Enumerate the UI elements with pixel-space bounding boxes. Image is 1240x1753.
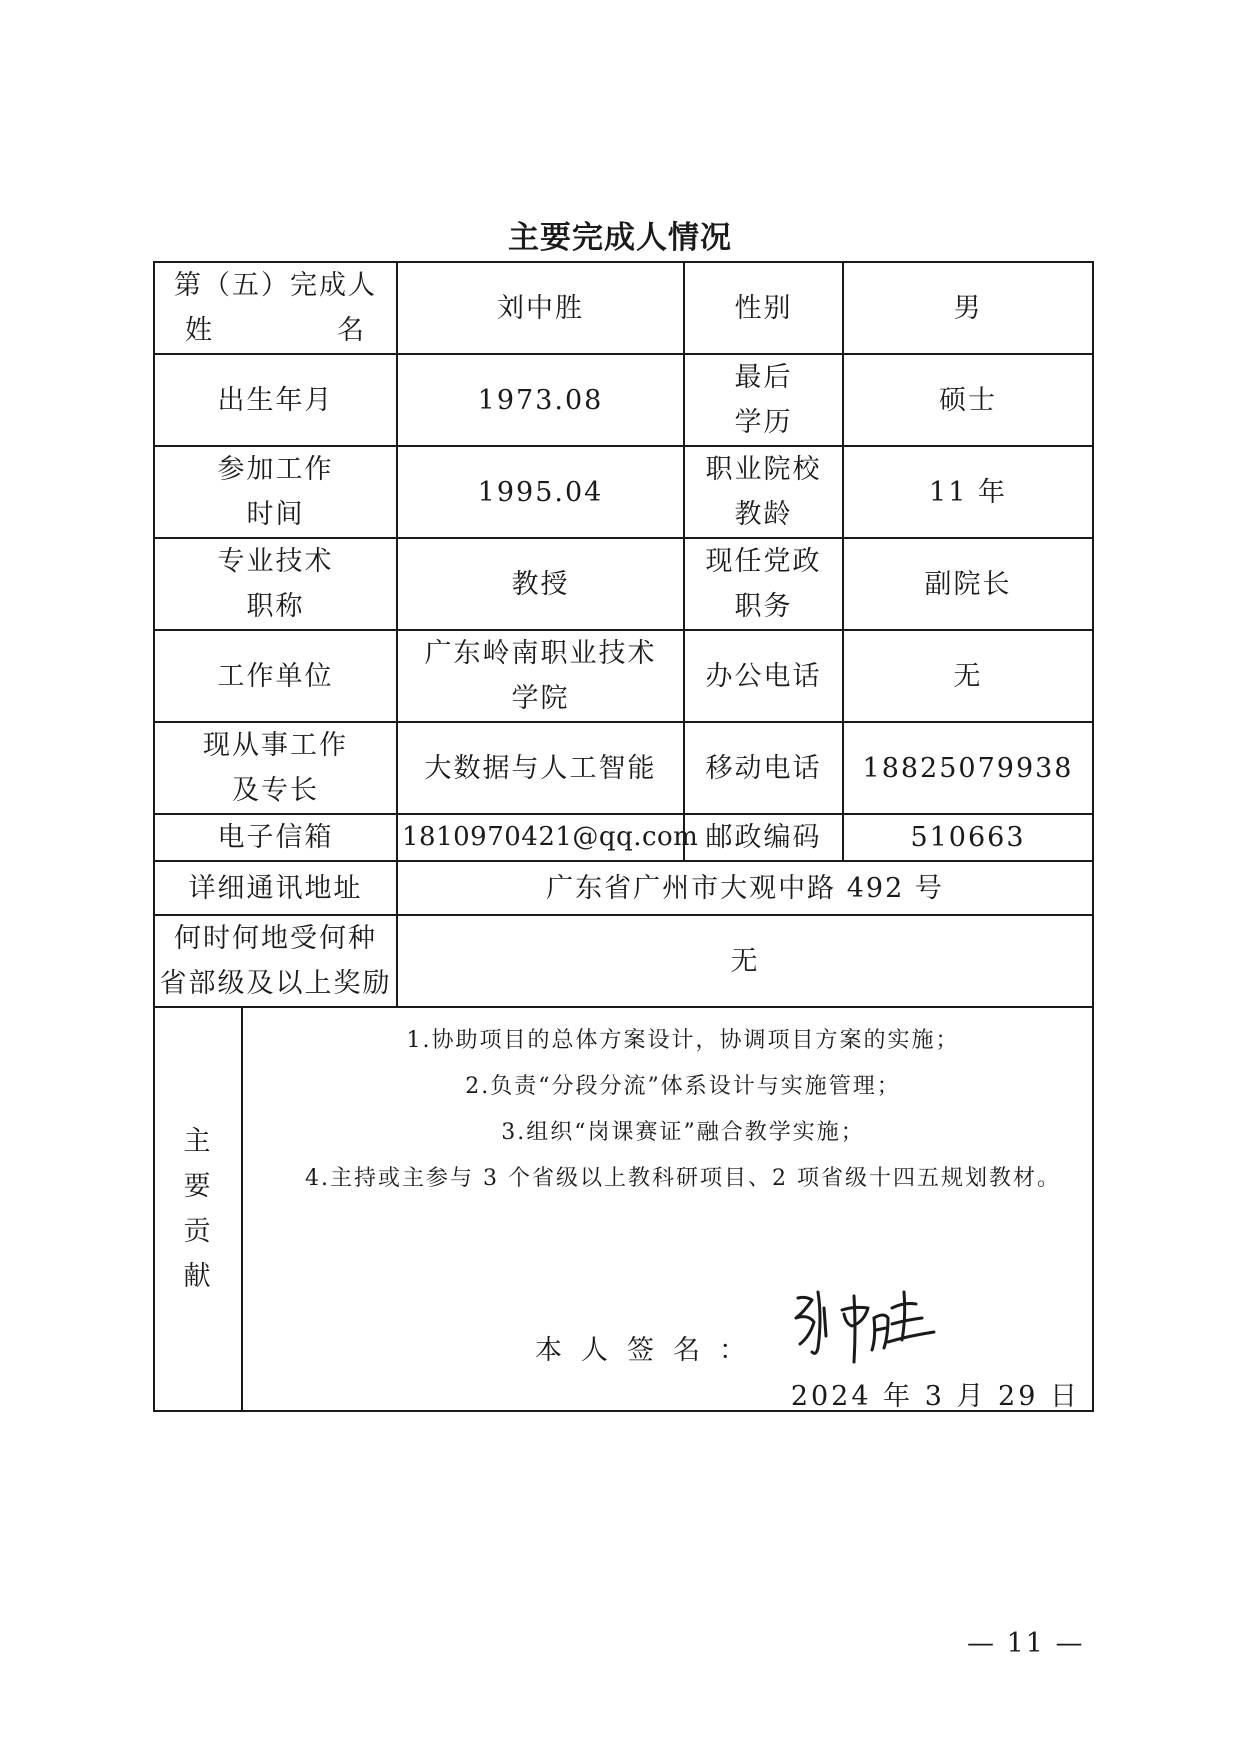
pro-title-value: 教授 (397, 538, 684, 630)
address-label: 详细通讯地址 (154, 861, 397, 915)
postcode-value: 510663 (843, 814, 1093, 861)
name-label-cell (154, 262, 397, 354)
unit-label: 工作单位 (154, 630, 397, 722)
pro-title-label: 专业技术 职称 (154, 538, 397, 630)
position-label: 现任党政 职务 (684, 538, 843, 630)
office-phone-label: 办公电话 (684, 630, 843, 722)
table-row (154, 814, 1093, 861)
name-label-b: 名 (337, 315, 366, 346)
table-row (154, 262, 1093, 354)
page-title: 主要完成人情况 (508, 220, 732, 256)
completer-info-table (153, 261, 1094, 1412)
mobile-value: 18825079938 (843, 722, 1093, 814)
edu-label: 最后 学历 (684, 354, 843, 446)
table-row (154, 1007, 1093, 1411)
mobile-label: 移动电话 (684, 722, 843, 814)
signature-date: 2024 年 3 月 29 日 (790, 1381, 1080, 1412)
birth-label: 出生年月 (154, 354, 397, 446)
unit-value: 广东岭南职业技术 学院 (397, 630, 684, 722)
edu-value: 硕士 (843, 354, 1093, 446)
table-row (154, 538, 1093, 630)
table-row (154, 446, 1093, 538)
work-start-value: 1995.04 (397, 446, 684, 538)
table-row (154, 354, 1093, 446)
table-row (154, 915, 1093, 1007)
page-number: — 11 — (967, 1628, 1085, 1659)
email-label: 电子信箱 (154, 814, 397, 861)
table-row (154, 630, 1093, 722)
gender-label: 性别 (684, 262, 843, 354)
name-value: 刘中胜 (397, 262, 684, 354)
specialty-value: 大数据与人工智能 (397, 722, 684, 814)
teach-years-value: 11 年 (843, 446, 1093, 538)
specialty-label: 现从事工作 及专长 (154, 722, 397, 814)
awards-label: 何时何地受何种 省部级及以上奖励 (154, 915, 397, 1007)
contribution-label: 主 要 贡 献 (154, 1007, 242, 1411)
table-row (154, 861, 1093, 915)
postcode-label: 邮政编码 (684, 814, 843, 861)
contribution-list (305, 1018, 1061, 1202)
list-item: 2.负责“分段分流”体系设计与实施管理； (465, 1074, 901, 1099)
name-label-line1: 第（五）完成人 (174, 270, 377, 301)
teach-years-label: 职业院校 教龄 (684, 446, 843, 538)
signature-label: 本人签名： (535, 1335, 765, 1366)
list-item: 1.协助项目的总体方案设计，协调项目方案的实施； (406, 1028, 960, 1053)
list-item: 3.组织“岗课赛证”融合教学实施； (501, 1120, 865, 1145)
work-start-label: 参加工作 时间 (154, 446, 397, 538)
address-value: 广东省广州市大观中路 492 号 (397, 861, 1093, 915)
table-row (154, 722, 1093, 814)
email-value: 1810970421@qq.com (397, 814, 684, 861)
awards-value: 无 (397, 915, 1093, 1007)
list-item: 4.主持或主参与 3 个省级以上教科研项目、2 项省级十四五规划教材。 (305, 1166, 1061, 1191)
gender-value: 男 (843, 262, 1093, 354)
position-value: 副院长 (843, 538, 1093, 630)
handwritten-signature (788, 1278, 938, 1368)
name-label-a: 姓 (185, 315, 214, 346)
contribution-content (242, 1007, 1093, 1411)
birth-value: 1973.08 (397, 354, 684, 446)
office-phone-value: 无 (843, 630, 1093, 722)
